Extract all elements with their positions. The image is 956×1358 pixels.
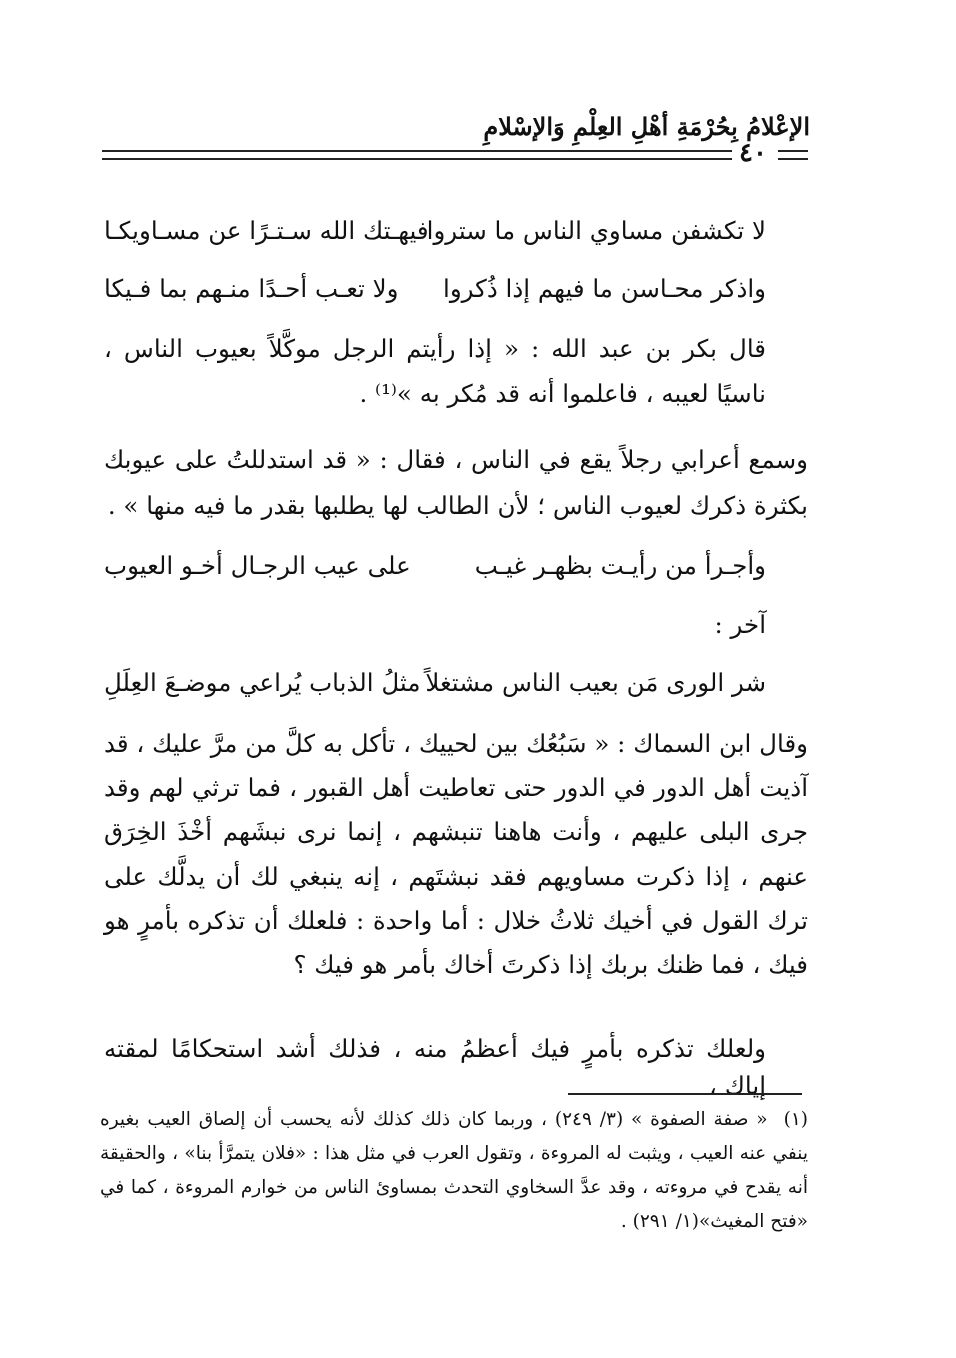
footnote-text: « صفة الصفوة » (٣/ ٢٤٩) ، وربما كان ذلك كذلك لأنه يحسب أن إلصاق العيب بغيره ينفي عنه العيب ، ويثبت له المروءة ، وتقول العرب في مثل هذا : «فلان يتمرَّأ بنا» ، والحقيقة أنه يقدح في مروءته ، وقد عدَّ السخاوي التحدث بمساوئ الناس من خوارم المروءة ، كما في «فتح المغيث»(١/ ٢٩١) . bbox=[100, 1109, 808, 1232]
verse-3-second-hemistich: على عيب الرجـال أخـو العيوب bbox=[104, 551, 411, 580]
paragraph-continuation: ولعلك تذكره بأمرٍ فيك أعظمُ منه ، فذلك أشد استحكامًا لمقته إياك ، bbox=[104, 1034, 766, 1100]
verse-4-first-hemistich: شر الورى مَن بعيب الناس مشتغلاً bbox=[425, 668, 766, 697]
running-title: الإعْلامُ بِحُرْمَةِ أهْلِ العِلْمِ وَالإسْلامِ bbox=[483, 112, 810, 141]
paragraph-ibn-assammak: وقال ابن السماك : « سَبُعُك بين لحييك ، تأكل به كلَّ من مرَّ عليك ، قد آذيت أهل الدور في الدور حتى تعاطيت أهل القبور ، فما ترثي لهم وقد جرى البلى عليهم ، وأنت هاهنا تنبشهم ، إنما نرى نبشَهم أخْذَ الخِرَق عنهم ، إذا ذكرت مساويهم فقد نبشتَهم ، إنه ينبغي لك أن يدلَّك على ترك القول في أخيك ثلاثُ خلال : أما واحدة : فلعلك أن تذكره بأمرٍ هو فيك ، فما ظنك بربك إذا ذكرتَ أخاك بأمر هو فيك ؟ bbox=[104, 729, 808, 980]
verse-3 bbox=[104, 547, 766, 584]
page-number: ٤٠ bbox=[739, 138, 767, 168]
verse-4-second-hemistich: مثلُ الذباب يُراعي موضـعَ العِلَلِ bbox=[104, 668, 421, 697]
verse-4 bbox=[104, 664, 766, 701]
paragraph-bedouin: وسمع أعرابي رجلاً يقع في الناس ، فقال : « قد استدللتُ على عيوبك بكثرة ذكرك لعيوب الناس ؛ لأن الطالب لها يطلبها بقدر ما فيه منها » . bbox=[104, 445, 808, 520]
footnote-marker: (١) bbox=[783, 1109, 808, 1130]
verse-3-first-hemistich: وأجـرأ من رأيـت بظهـر غيـب bbox=[474, 551, 766, 580]
verse-2-second-hemistich: ولا تعـب أحـدًا منـهم بما فـيكا bbox=[104, 274, 399, 303]
header-rule bbox=[102, 150, 732, 160]
header-rule-short bbox=[778, 150, 808, 160]
footnote-rule bbox=[568, 1093, 802, 1095]
verse-2-first-hemistich: واذكر محـاسن ما فيهم إذا ذُكروا bbox=[443, 274, 766, 303]
verse-1-second-hemistich: فيهـتك الله سـتـرًا عن مسـاويكـا bbox=[104, 216, 429, 245]
paragraph-bakr: قال بكر بن عبد الله : « إذا رأيتم الرجل موكَّلاً بعيوب الناس ، ناسيًا لعيبه ، فاعلموا أنه قد مُكر به »⁽¹⁾ . bbox=[104, 334, 766, 408]
another-poet-label: آخر : bbox=[714, 610, 766, 639]
verse-1-first-hemistich: لا تكشفن مساوي الناس ما ستروا bbox=[426, 216, 766, 245]
verse-1 bbox=[104, 212, 766, 249]
footnote bbox=[100, 1103, 808, 1239]
verse-2 bbox=[104, 270, 766, 307]
